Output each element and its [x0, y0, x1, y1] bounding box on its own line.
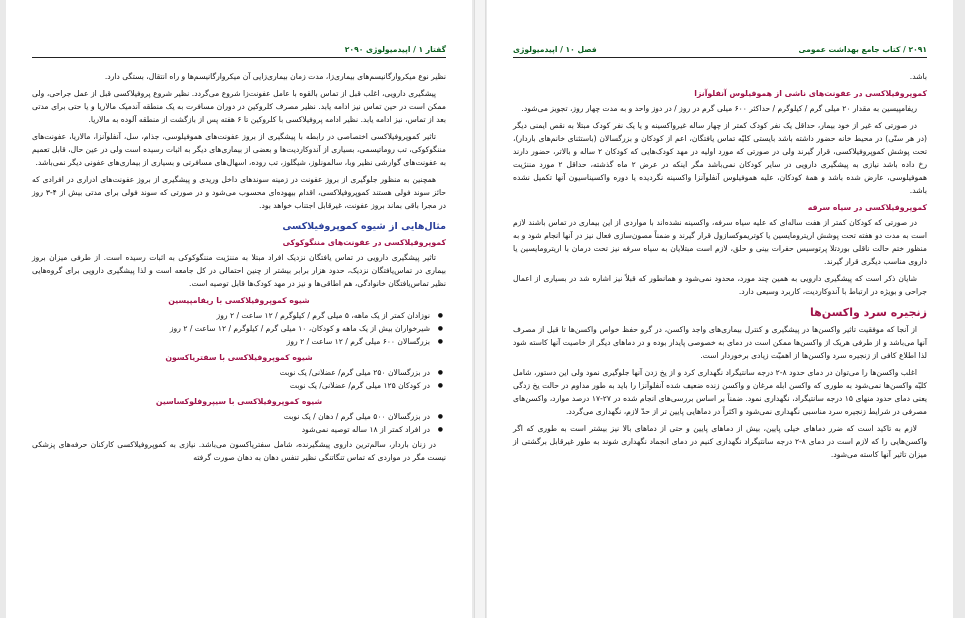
- paragraph: باشد.: [909, 72, 927, 81]
- subsection-heading: شیوه کموپروفیلاکسی با سیپروفلوکساسین: [155, 397, 323, 406]
- paragraph: شایان ذکر است که پیشگیری دارویی به همین چند مورد، محدود نمی‌شود و همانطور که قبلاً نیز اشاره شد در بسیاری از اعمال جراحی و بویژه در ارتباط با آندوکاردیت، کاربرد وسیعی دارد.: [513, 274, 927, 296]
- paragraph: همچنین به منظور جلوگیری از بروز عفونت در زمینه سوندهای داخل وریدی و پیشگیری از بروز عفونت‌های ادراری در افرادی که حائز سوند فولی هستند کموپروفیلاکسی، اقدام بیهوده‌ای محسوب می‌شود و در صورتی که سوند فولی برای مدتی بیش از ۴-۳ روز در مجرا باقی بماند بروز عفونت، غیرقابل اجتناب خواهد بود.: [32, 175, 446, 210]
- right-header-chapter: فصل ۱۰ / اپیدمیولوژی: [513, 45, 597, 54]
- left-header-title: گفتار ۱ / اپیدمیولوژی ۲۰۹۰: [344, 45, 446, 54]
- subsection-heading: شیوه کموپروفیلاکسی با سفتریاکسون: [165, 353, 313, 362]
- list-item: ● در بزرگسالان ۲۵۰ میلی گرم/ عضلانی/ یک نوبت: [32, 366, 430, 379]
- paragraph: لازم به تاکید است که ضرر دماهای خیلی پایین، بیش از دماهای پایین و حتی از دماهای بالا نیز بیشتر است به طوری که اگر واکسن‌هایی را که لازم است در دمای ۸-۲ درجه سانتیگراد نگهداری کنیم در دمای انجماد نگهداری شوند به طور غیرقابل برگشتی از میزان تاثیر آنها کاسته می‌شود.: [513, 424, 927, 459]
- section-heading: زنجیره سرد واکسن‌ها: [809, 306, 927, 319]
- book-gutter: [474, 0, 486, 618]
- right-page-header: [513, 38, 927, 58]
- subsection-heading: کموپروفیلاکسی در عفونت‌های مننگوکوکی: [282, 238, 446, 247]
- paragraph: اغلب واکسن‌ها را می‌توان در دمای حدود ۸-۲ درجه سانتیگراد نگهداری کرد و از یخ زدن آنها جلوگیری نمود ولی این دستور، شامل کلیّه واکسن‌ها نمی‌شود به طوری که واکسن ابله مرغان و واکسن زنده ضعیف شده آنفلوآنزا را باید به طور مداوم در حالت یخ زدگی یعنی دمای حدود منهای ۱۵ درجه سانتیگراد، نگهداری نمود. ضمناً بر اساس بررسی‌های انجام شده در ۲۷-۱۷ درصد موارد، واکسن‌های مصرفی در شرایط زنجیره سرد مناسبی نگهداری نمی‌شود و اکثراً در دماهایی پایین تر از حدّ لازم، نگهداری می‌گردد.: [513, 368, 927, 416]
- right-page: [487, 0, 953, 618]
- list-item: ● بزرگسالان ۶۰۰ میلی گرم / ۱۲ ساعت / ۲ روز: [32, 335, 430, 348]
- paragraph: تاثیر پیشگیری دارویی در تماس یافتگان نزدیک افراد مبتلا به مننژیت مننگوکوکی به اثبات رسیده است. از طرفی میزان بروز بیماری در تماس‌یافتگان نزدیک، حدود هزار برابر بیشتر از چنین احتمالی در کل جامعه است و لذا پیشگیری دارویی برای گروه‌هایی نظیر تماس‌یافتگان خانوادگی، هم اطاقی‌ها و نیز در مهد کودک‌ها قابل توصیه است.: [32, 253, 446, 288]
- bullet-list: [32, 366, 446, 392]
- subsection-heading: کموپروفیلاکسی در سیاه سرفه: [807, 203, 927, 212]
- paragraph: از آنجا که موفقیت تاثیر واکسن‌ها در پیشگیری و کنترل بیماری‌های واجد واکسن، در گرو حفظ خواص واکسن‌ها تا قبل از مصرف آنها می‌باشد و از طرفی هریک از واکسن‌ها ممکن است در دمای به خصوصی پایدار بوده و در دماهای دیگر از خاصیت آنها کاسته شود لذا اطلاع کافی از زنجیره سرد واکسن‌ها از اهمیّت زیادی برخوردار است.: [513, 325, 927, 360]
- subsection-heading: شیوه کموپروفیلاکسی با ریفامپیسین: [168, 296, 310, 305]
- paragraph: نظیر نوع میکروارگانیسم‌های بیماری‌زا، مدت زمان بیماری‌زایی آن میکروارگانیسم‌ها و راه انتقال، بستگی دارد.: [104, 72, 446, 81]
- list-item: ● نوزادان کمتر از یک ماهه، ۵ میلی گرم / کیلوگرم / ۱۲ ساعت / ۲ روز: [32, 309, 430, 322]
- left-page-content: [32, 70, 446, 618]
- paragraph: در زنان باردار، سالم‌ترین داروی پیشگیرنده، شامل سفتریاکسون می‌باشد. نیازی به کموپروفیلاکسی کارکنان حرفه‌های پزشکی نیست مگر در مواردی که تماس تنگاتنگی نظیر تنفس دهان به دهان صورت گرفته: [32, 440, 446, 462]
- left-page: [6, 0, 472, 618]
- bullet-list: [32, 410, 446, 436]
- subsection-heading: کموپروفیلاکسی در عفونت‌های ناشی از هموفیلوس آنفلوآنزا: [694, 89, 927, 98]
- paragraph: تاثیر کموپروفیلاکسی اختصاصی در رابطه با پیشگیری از بروز عفونت‌های هموفیلوسی، جذام، سل، آنفلوآنزا، مالاریا، عفونت‌های مننگوکوکی، تب روماتیسمی، بسیاری از آندوکاردیت‌ها و بعضی از بیماری‌های دیگر به اثبات رسیده است ولی در عین حال، قابل تعمیم به عفونت‌های گوارشی نظیر وبا، سالمونلوز، شیگلوز، تب روده، اسهال‌های مسافرتی و بسیاری از بیماری‌های عفونی دیگر نمی‌باشد.: [32, 132, 446, 167]
- list-item: ● شیرخواران بیش از یک ماهه و کودکان، ۱۰ میلی گرم / کیلوگرم / ۱۲ ساعت / ۲ روز: [32, 322, 430, 335]
- list-item: ● در کودکان ۱۲۵ میلی گرم/ عضلانی/ یک نوبت: [32, 379, 430, 392]
- paragraph: پیشگیری دارویی، اغلب قبل از تماس بالقوه با عامل عفونت‌زا شروع می‌گردد. نظیر شروع پروفیلاکسی قبل از عمل جراحی، ولی ممکن است در حین تماس نیز ادامه یابد. نظیر مصرف کلروکین در دوران مسافرت به یک منطقه آندمیک مالاریا و یا حتی برای مدتی بعد از تماس، نیز ادامه یابد. نظیر ادامه پروفیلاکسی با کلروکین تا ۶ هفته پس از بازگشت از منطقه آلوده به مالاریا.: [32, 89, 446, 124]
- paragraph: در صورتی که غیر از خود بیمار، حداقل یک نفر کودک کمتر از چهار ساله غیرواکسینه و یا یک نفر کودک مبتلا به نقص ایمنی دیگر (در هر سنّی) در محیط خانه حضور داشته باشد بایستی کلیّه تماس یافتگان، اعم از کودکان و بزرگسالان (باستثنای خانم‌های باردار)، تحت پوشش کموپروفیلاکسی، قرار گیرند ولی در صورتی که مورد اولیه در مهد کودک‌هایی که کودکان ۲ ساله و بالاتر، حضور دارند رخ داده باشد نیازی به پیشگیری دارویی در سایر کودکان نمی‌باشد مگر اینکه در عرض ۲ ماه گذشته، حداقل ۲ مورد مننژیت هموفیلوسی، عارض شده باشد و همهٔ کودکان، علیه هموفیلوس آنفلوآنزا واکسینه نگردیده یا دوره واکسیناسیون آنها تکمیل نشده باشد.: [513, 121, 928, 195]
- list-item: ● در افراد کمتر از ۱۸ ساله توصیه نمی‌شود: [32, 423, 430, 436]
- right-header-title: ۲۰۹۱ / کتاب جامع بهداشت عمومی: [798, 45, 927, 54]
- section-heading: مثال‌هایی از شیوه کموپروفیلاکسی: [282, 221, 446, 232]
- list-item: ● در بزرگسالان ۵۰۰ میلی گرم / دهان / یک نوبت: [32, 410, 430, 423]
- right-page-content: [513, 70, 927, 618]
- paragraph: در صورتی که کودکان کمتر از هفت ساله‌ای که علیه سیاه سرفه، واکسینه نشده‌اند با مواردی از این بیماری در تماس باشند لازم است به مدت دو هفته تحت پوشش اریترومایسین یا کوتریموکسازول قرار گیرند و ضمناً مصون‌سازی فعال نیز در آنها انجام شود و به منظور ختم حالت ناقلی بوردتلا پرتوسیس حفرات بینی و حلق، لازم است مبتلایان به سیاه سرفه نیز تحت درمان با اریترومایسین یا داروی مناسب دیگری قرار گیرند.: [513, 218, 927, 266]
- bullet-list: [32, 309, 446, 348]
- paragraph: ریفامپیسین به مقدار ۲۰ میلی گرم / کیلوگرم / حداکثر ۶۰۰ میلی گرم در روز / در دوز واحد و به مدت چهار روز، تجویز می‌شود.: [521, 104, 917, 113]
- left-page-header: [32, 38, 446, 58]
